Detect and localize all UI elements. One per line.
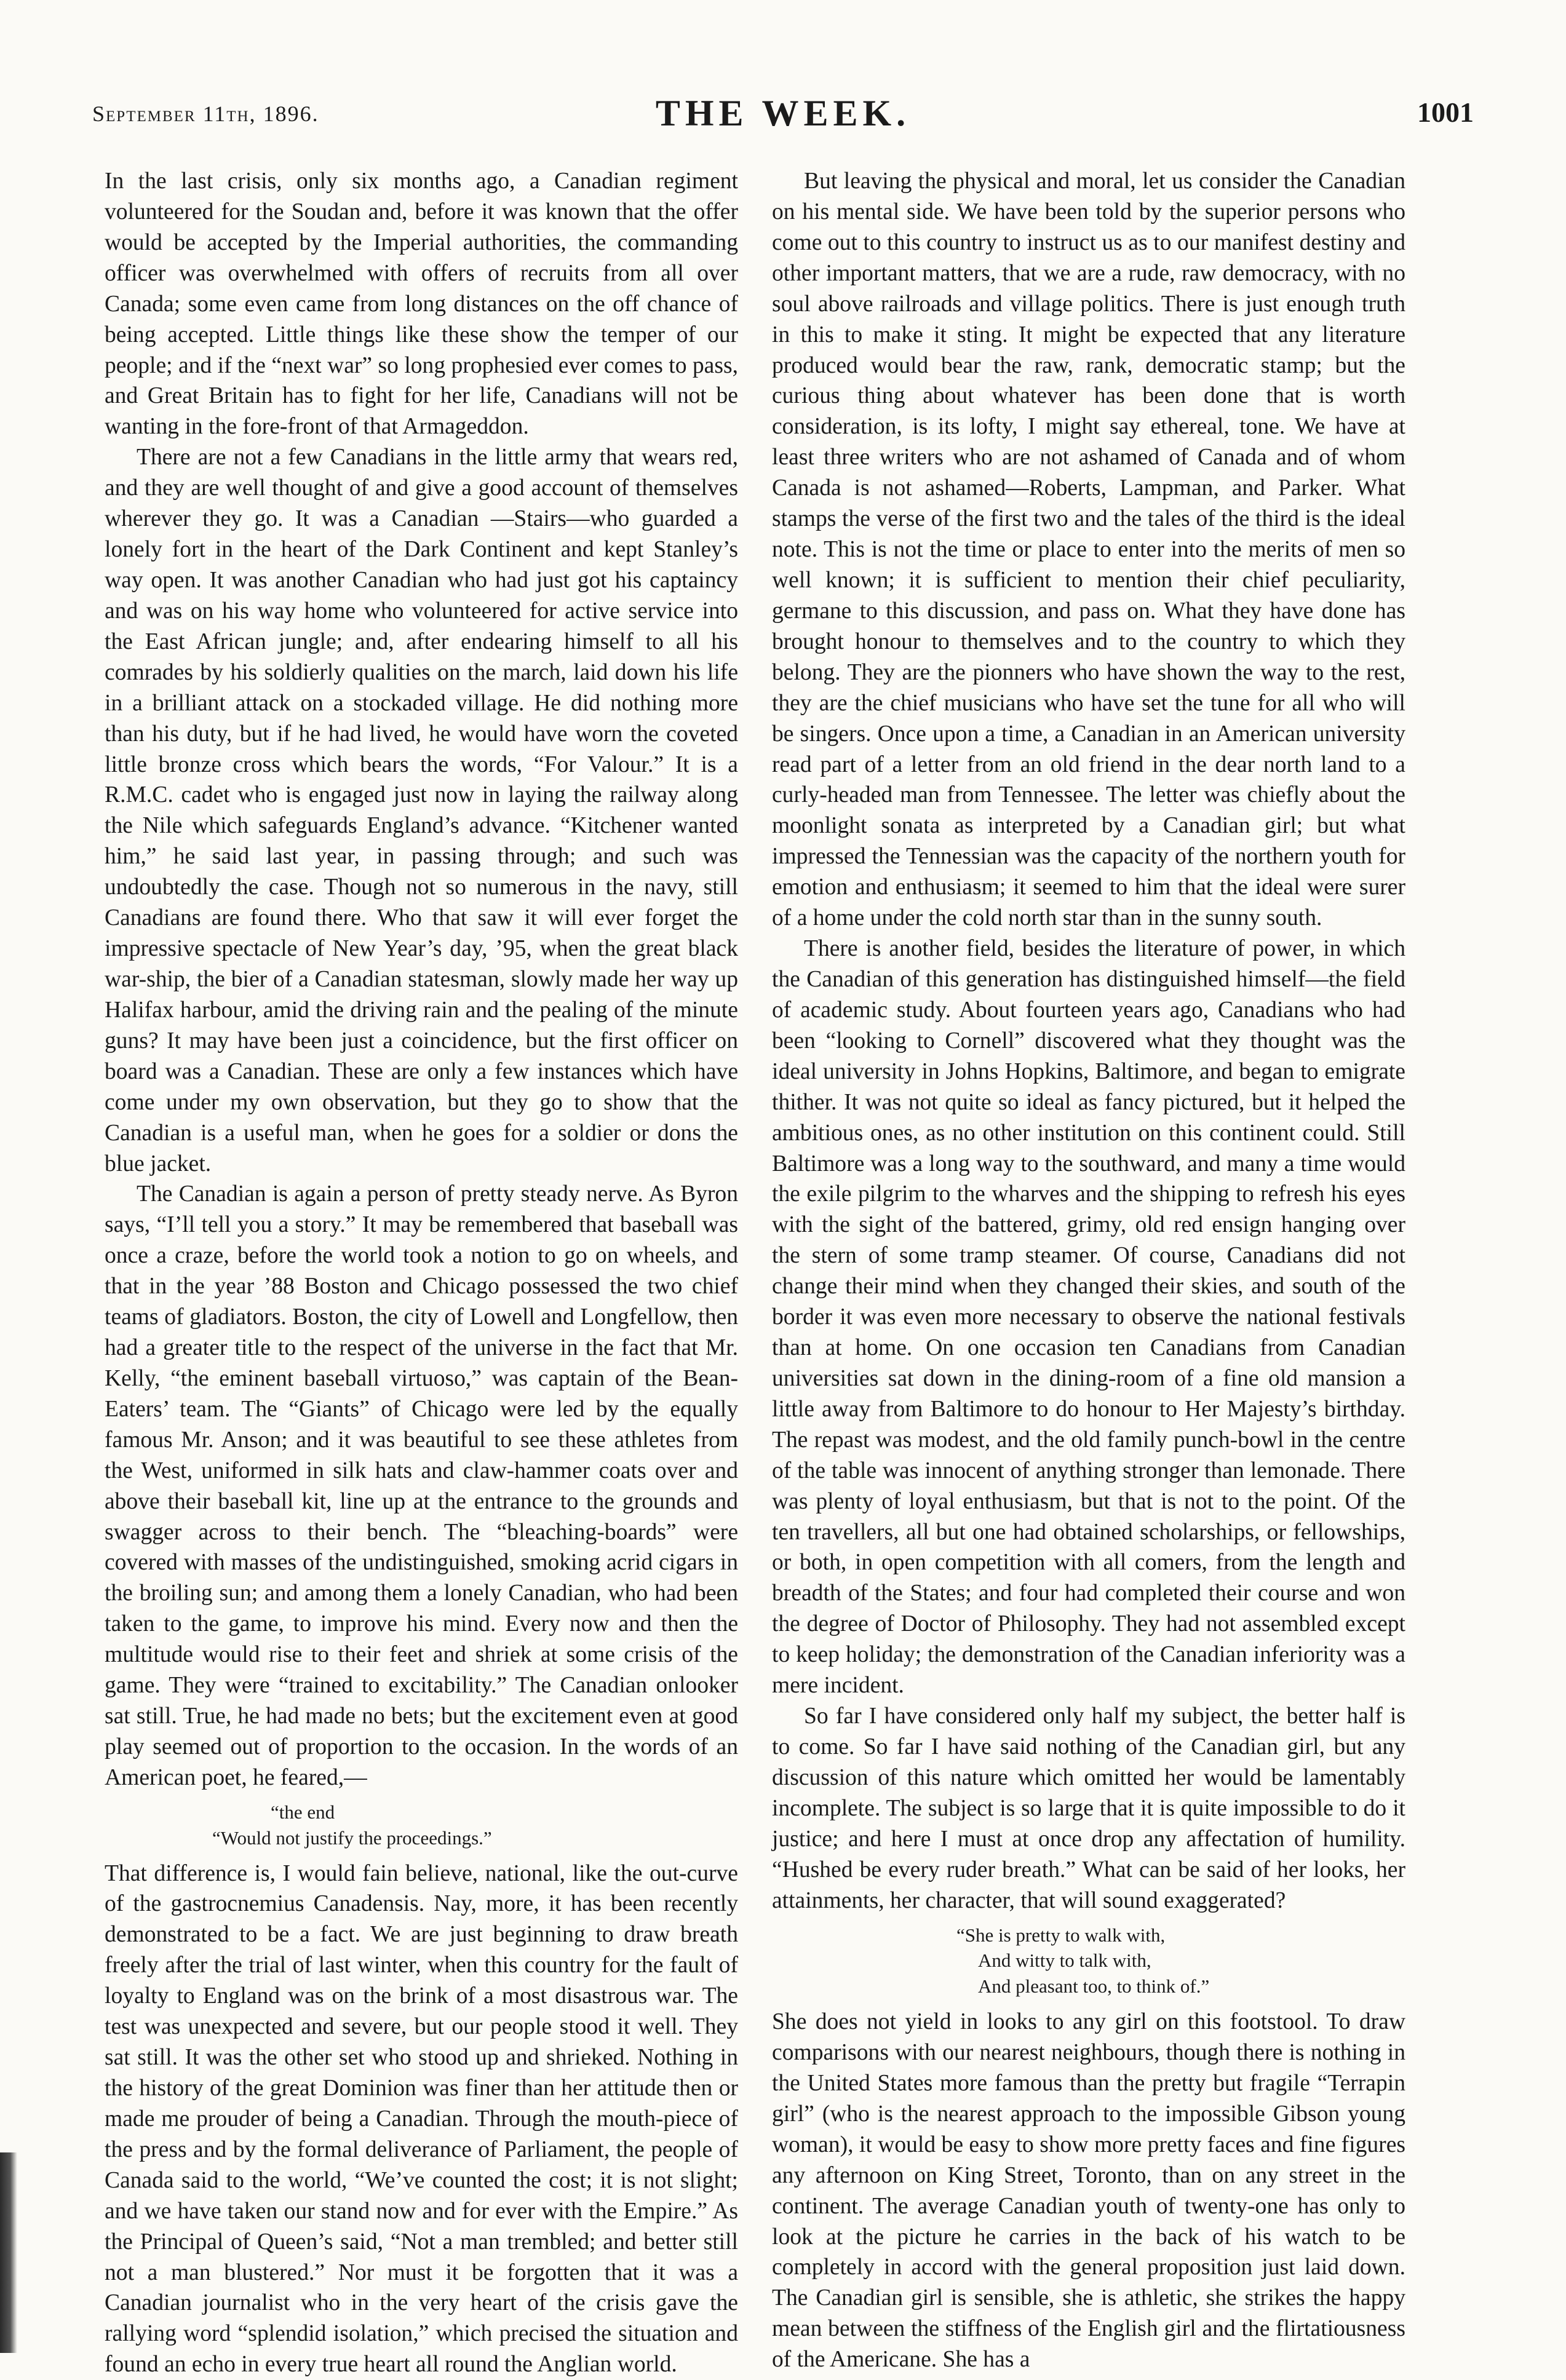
left-paragraph-1: In the last crisis, only six months ago, a Canadian regiment volunteered for the Soudan and, before it was known that the offer would be accepted by the Imperial authorities, the commanding officer was overwhelmed with offers of recruits from all over Canada; some even came from long distances on the off chance of being accepted. Little things like these show the temper of our people; and if the “next war” so long prophesied ever comes to pass, and Great Britain has to fight for her life, Canadians will not be wanting in the fore-front of that Armageddon.: [105, 169, 738, 440]
left-paragraph-4: That difference is, I would fain believe, national, like the out-curve of the gastrocnemius Canadensis. Nay, more, it has been recently demonstrated to be a fact. We are just beginning to draw breath freely after the trial of last winter, when this country for the fault of loyalty to England was on the brink of a most disastrous war. The test was unexpected and severe, but our people stood it well. They sat still. It was the other set who stood up and shrieked. Nothing in the history of the great Dominion was finer than her attitude then or made me prouder of being a Canadian. Through the mouth-piece of the press and by the formal deliverance of Parliament, the people of Canada said to the world, “We’ve counted the cost; it is not slight; and we have taken our stand now and for ever with the Empire.” As the Principal of Queen’s said, “Not a man trembled; and better still not a man blustered.” Nor must it be forgotten that it was a Canadian journalist who in the very heart of the crisis gave the rallying word “splendid isolation,” which precised the situation and found an echo in every true heart all round the Anglian world.: [105, 1860, 738, 2378]
right-column: [772, 166, 1405, 2375]
right-paragraph-3: So far I have considered only half my subject, the better half is to come. So far I have said nothing of the Canadian girl, but any discussion of this nature which omitted her would be lamentably incomplete. The subject is so large that it is quite impossible to do it justice; and here I must at once drop any affectation of humility. “Hushed be every ruder breath.” What can be said of her looks, her attainments, her character, that will sound exaggerated?: [772, 1704, 1405, 1913]
left-verse-line-1: “the end: [271, 1801, 335, 1823]
right-verse-line-3: And pleasant too, to think of.”: [978, 1975, 1210, 1997]
publication-title: THE WEEK.: [655, 93, 911, 133]
scan-edge-shadow: [0, 2152, 17, 2353]
page-number: 1001: [1417, 97, 1474, 128]
right-paragraph-1: But leaving the physical and moral, let us consider the Canadian on his mental side. We have been told by the superior persons who come out to this country to instruct us as to our manifest destiny and other important matters, that we are a rude, raw democracy, with no soul above railroads and village politics. There is just enough truth in this to make it sting. It might be expected that any literature produced would bear the raw, rank, democratic stamp; but the curious thing about whatever has been done that is worth consideration, is its lofty, I might say ethereal, tone. We have at least three writers who are not ashamed of Canada and of whom Canada is not ashamed—Roberts, Lampman, and Parker. What stamps the verse of the first two and the tales of the third is the ideal note. This is not the time or place to enter into the merits of men so well known; it is sufficient to mention their chief peculiarity, germane to this discussion, and pass on. What they have done has brought honour to themselves and to the country to which they belong. They are the pionners who have shown the way to the rest, they are the chief musicians who have set the tune for all who will be singers. Once upon a time, a Canadian in an American university read part of a letter from an old friend in the dear north land to a curly-headed man from Tennessee. The letter was chiefly about the moonlight sonata as interpreted by a Canadian girl; but what impressed the Tennessian was the capacity of the northern youth for emotion and enthusiasm; it seemed to him that the ideal were surer of a home under the cold north star than in the sunny south.: [772, 169, 1405, 931]
right-verse-quote: [772, 1922, 1405, 2000]
left-verse-quote: [105, 1799, 738, 1851]
left-paragraph-3: The Canadian is again a person of pretty steady nerve. As Byron says, “I’ll tell you a story.” It may be remembered that baseball was once a craze, before the world took a notion to go on wheels, and that in the year ’88 Boston and Chicago possessed the two chief teams of gladiators. Boston, the city of Lowell and Longfellow, then had a greater title to the respect of the universe in the fact that Mr. Kelly, “the eminent baseball virtuoso,” was captain of the Bean-Eaters’ team. The “Giants” of Chicago were led by the equally famous Mr. Anson; and it was beautiful to see these athletes from the West, uniformed in silk hats and claw-hammer coats over and above their baseball kit, line up at the entrance to the grounds and swagger across to their bench. The “bleaching-boards” were covered with masses of the undistinguished, smoking acrid cigars in the broiling sun; and among them a lonely Canadian, who had been taken to the game, to improve his mind. Every now and then the multitude would rise to their feet and shriek at some crisis of the game. They were “trained to excitability.” The Canadian onlooker sat still. True, he had made no bets; but the excitement even at good play seemed out of proportion to the occasion. In the words of an American poet, he feared,—: [105, 1181, 738, 1790]
left-column: [105, 166, 738, 2380]
header-date: September 11th, 1896.: [92, 101, 319, 126]
right-paragraph-2: There is another field, besides the literature of power, in which the Canadian of this generation has distinguished himself—the field of academic study. About fourteen years ago, Canadians who had been “looking to Cornell” discovered what they thought was the ideal university in Johns Hopkins, Baltimore, and began to emigrate thither. It was not quite so ideal as fancy pictured, but it helped the ambitious ones, as no other institution on this continent could. Still Baltimore was a long way to the southward, and many a time would the exile pilgrim to the wharves and the shipping to refresh his eyes with the sight of the battered, grimy, old red ensign hanging over the stern of some tramp steamer. Of course, Canadians did not change their mind when they changed their skies, and south of the border it was even more necessary to observe the national festivals than at home. On one occasion ten Canadians from Canadian universities sat down in the dining-room of a fine old mansion a little away from Baltimore to do honour to Her Majesty’s birthday. The repast was modest, and the old family punch-bowl in the centre of the table was innocent of anything stronger than lemonade. There was plenty of loyal enthusiasm, but that is not to the point. Of the ten travellers, all but one had obtained scholarships, or fellowships, or both, in open competition with all comers, from the length and breadth of the States; and four had completed their course and won the degree of Doctor of Philosophy. They had not assembled except to keep holiday; the demonstration of the Canadian inferiority was a mere incident.: [772, 936, 1405, 1699]
right-paragraph-4: She does not yield in looks to any girl on this footstool. To draw comparisons with our nearest neighbours, though there is nothing in the United States more famous than the pretty but fragile “Terrapin girl” (who is the nearest approach to the impossible Gibson young woman), it would be easy to show more pretty faces and fine figures any afternoon on King Street, Toronto, than on any street in the continent. The average Canadian youth of twenty-one has only to look at the picture he carries in the back of his watch to be completely in accord with the general proposition just laid down. The Canadian girl is sensible, she is athletic, she strikes the happy mean between the stiffness of the English girl and the flirtatiousness of the Americane. She has a: [772, 2009, 1405, 2373]
right-verse-line-1: “She is pretty to walk with,: [956, 1924, 1166, 1946]
right-verse-line-2: And witty to talk with,: [978, 1950, 1151, 1972]
left-paragraph-2: There are not a few Canadians in the little army that wears red, and they are well thought of and give a good account of themselves wherever they go. It was a Canadian —Stairs—who guarded a lonely fort in the heart of the Dark Continent and kept Stanley’s way open. It was another Canadian who had just got his captaincy and was on his way home who volunteered for active service into the East African jungle; and, after endearing himself to all his comrades by his soldierly qualities on the march, laid down his life in a brilliant attack on a stockaded village. He did nothing more than his duty, but if he had lived, he would have worn the coveted little bronze cross which bears the words, “For Valour.” It is a R.M.C. cadet who is engaged just now in laying the railway along the Nile which safeguards England’s advance. “Kitchener wanted him,” he said last year, in passing through; and such was undoubtedly the case. Though not so numerous in the navy, still Canadians are found there. Who that saw it will ever forget the impressive spectacle of New Year’s day, ’95, when the great black war-ship, the bier of a Canadian statesman, slowly made her way up Halifax harbour, amid the driving rain and the pealing of the minute guns? It may have been just a coincidence, but the first officer on board was a Canadian. These are only a few instances which have come under my own observation, but they go to show that the Canadian is a useful man, when he goes for a soldier or dons the blue jacket.: [105, 445, 738, 1176]
running-header: [92, 92, 1474, 141]
left-verse-line-2: “Would not justify the proceedings.”: [212, 1827, 492, 1849]
